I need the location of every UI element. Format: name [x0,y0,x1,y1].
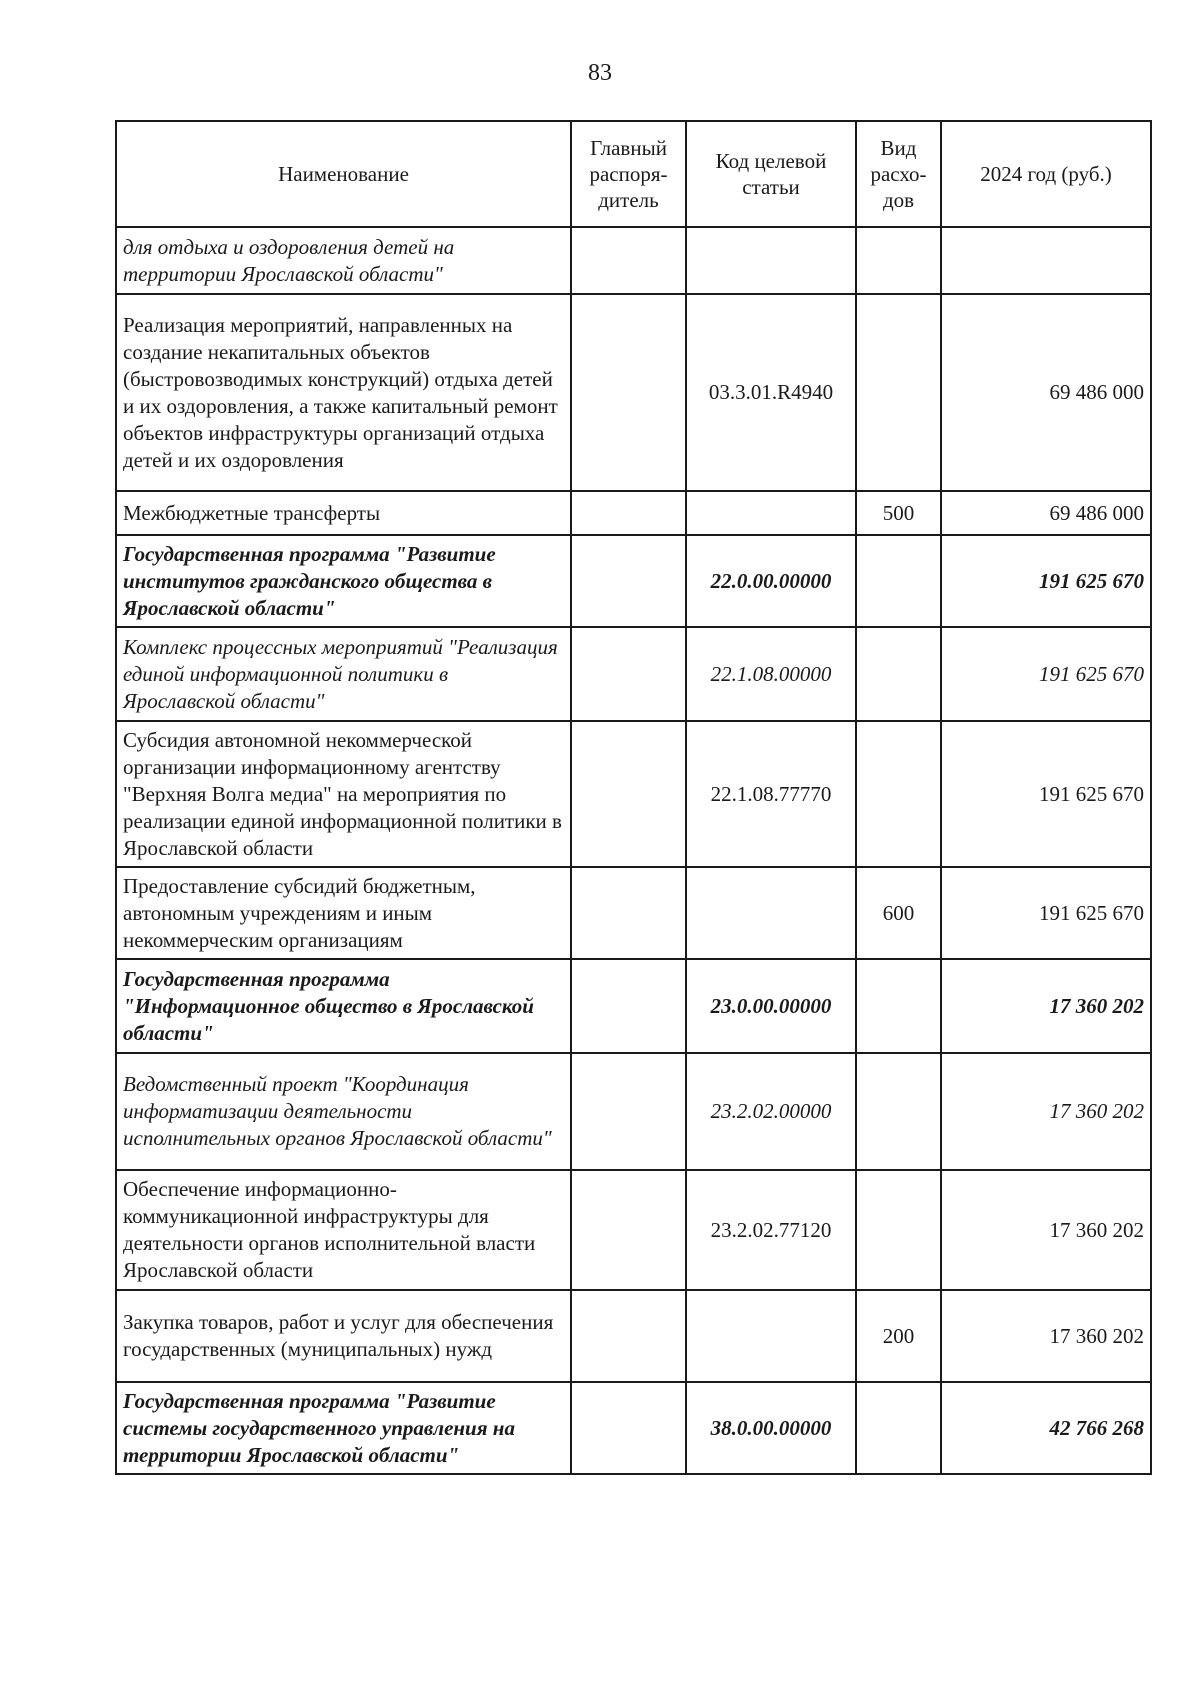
cell-name: Закупка товаров, работ и услуг для обеспечения государственных (муниципальных) нужд [116,1290,571,1382]
cell-kind [856,959,941,1053]
cell-amount: 191 625 670 [941,535,1151,627]
cell-kind [856,627,941,721]
cell-code: 23.0.00.00000 [686,959,856,1053]
table-row [116,294,1151,491]
cell-kind: 600 [856,867,941,959]
header-department: Главный распоря-дитель [571,121,686,227]
table-row [116,1382,1151,1474]
cell-code [686,491,856,535]
cell-name: Комплекс процессных мероприятий "Реализация единой информационной политики в Ярославской области" [116,627,571,721]
cell-department [571,491,686,535]
cell-code: 23.2.02.00000 [686,1053,856,1170]
cell-name: Государственная программа "Информационное общество в Ярославской области" [116,959,571,1053]
header-name: Наименование [116,121,571,227]
table-row [116,867,1151,959]
table-row [116,535,1151,627]
cell-code: 03.3.01.R4940 [686,294,856,491]
cell-amount: 17 360 202 [941,1290,1151,1382]
cell-department [571,721,686,867]
cell-department [571,227,686,294]
page-number: 83 [588,60,612,86]
cell-code [686,227,856,294]
cell-code: 38.0.00.00000 [686,1382,856,1474]
cell-kind [856,535,941,627]
cell-department [571,1170,686,1290]
cell-kind [856,1382,941,1474]
cell-kind [856,227,941,294]
cell-name: Государственная программа "Развитие институтов гражданского общества в Ярославской области" [116,535,571,627]
cell-amount: 191 625 670 [941,721,1151,867]
cell-department [571,1382,686,1474]
cell-name: Предоставление субсидий бюджетным, автономным учреждениям и иным некоммерческим организациям [116,867,571,959]
cell-amount: 17 360 202 [941,1170,1151,1290]
cell-department [571,294,686,491]
table-row [116,1290,1151,1382]
cell-name: Государственная программа "Развитие системы государственного управления на территории Ярославской области" [116,1382,571,1474]
cell-amount: 17 360 202 [941,1053,1151,1170]
cell-kind: 500 [856,491,941,535]
cell-name: Реализация мероприятий, направленных на создание некапитальных объектов (быстровозводимых конструкций) отдыха детей и их оздоровления, а также капитальный ремонт объектов инфраструктуры организаций отдыха детей и их оздоровления [116,294,571,491]
cell-amount: 69 486 000 [941,491,1151,535]
table-row [116,491,1151,535]
cell-name: для отдыха и оздоровления детей на территории Ярославской области" [116,227,571,294]
table-body [116,227,1151,1474]
cell-amount: 191 625 670 [941,627,1151,721]
cell-amount: 69 486 000 [941,294,1151,491]
cell-code: 23.2.02.77120 [686,1170,856,1290]
cell-department [571,959,686,1053]
cell-amount: 17 360 202 [941,959,1151,1053]
cell-kind [856,721,941,867]
header-code: Код целевой статьи [686,121,856,227]
cell-kind [856,294,941,491]
cell-department [571,535,686,627]
header-kind: Вид расхо-дов [856,121,941,227]
cell-code: 22.1.08.00000 [686,627,856,721]
cell-department [571,1290,686,1382]
header-amount: 2024 год (руб.) [941,121,1151,227]
cell-kind [856,1053,941,1170]
table-row [116,227,1151,294]
cell-amount [941,227,1151,294]
table-row [116,1053,1151,1170]
cell-department [571,627,686,721]
table-row [116,1170,1151,1290]
cell-name: Ведомственный проект "Координация информатизации деятельности исполнительных органов Ярославской области" [116,1053,571,1170]
cell-name: Межбюджетные трансферты [116,491,571,535]
cell-name: Обеспечение информационно-коммуникационной инфраструктуры для деятельности органов исполнительной власти Ярославской области [116,1170,571,1290]
cell-department [571,867,686,959]
cell-amount: 191 625 670 [941,867,1151,959]
cell-amount: 42 766 268 [941,1382,1151,1474]
cell-kind: 200 [856,1290,941,1382]
cell-code: 22.1.08.77770 [686,721,856,867]
cell-department [571,1053,686,1170]
table-row [116,721,1151,867]
cell-name: Субсидия автономной некоммерческой организации информационному агентству "Верхняя Волга медиа" на мероприятия по реализации единой информационной политики в Ярославской области [116,721,571,867]
table-row [116,627,1151,721]
table-header-row [116,121,1151,227]
table-row [116,959,1151,1053]
cell-kind [856,1170,941,1290]
cell-code: 22.0.00.00000 [686,535,856,627]
cell-code [686,867,856,959]
budget-table [115,120,1152,1475]
cell-code [686,1290,856,1382]
